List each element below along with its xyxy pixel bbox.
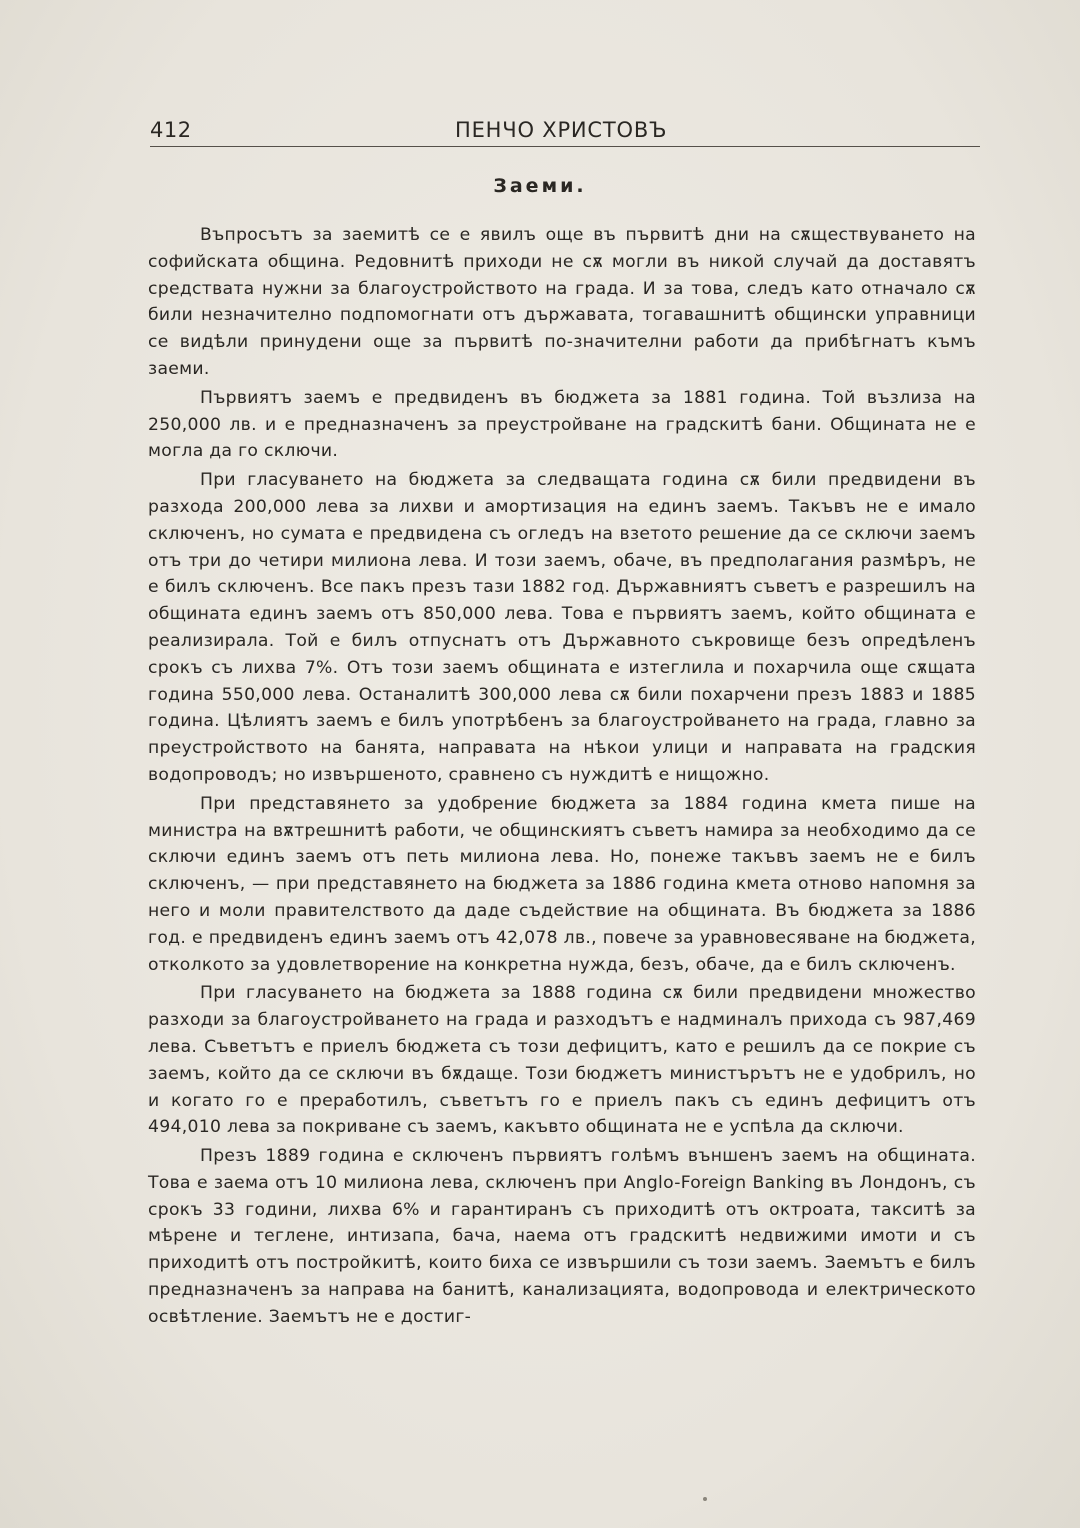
paragraph-6: Презъ 1889 година е сключенъ първиятъ голѣмъ външенъ заемъ на общината. Това е заема отъ 10 милиона лева, сключенъ при Anglo-Foreign Banking въ Лондонъ, съ срокъ 33 години, лихва 6% и гарантиранъ съ приходитѣ отъ октроата, такситѣ за мѣрене и теглене, интизапа, бача, наема отъ градскитѣ недвижими имоти и съ приходитѣ отъ постройкитѣ, които биха се извършили съ този заемъ. Заемътъ е билъ предназначенъ за направа на банитѣ, канализацията, водопровода и електрическото освѣтление. Заемътъ не е достиг- [148,1146,976,1327]
body-text [148,222,976,1331]
page-header [150,118,980,147]
running-head: ПЕНЧО ХРИСТОВЪ [455,118,668,142]
paragraph-4: При представянето за удобрение бюджета за 1884 година кмета пише на министра на вѫтрешнитѣ работи, че общинскиятъ съветъ намира за необходимо да се сключи единъ заемъ отъ петь милиона лева. Но, понеже такъвъ заемъ не е билъ сключенъ, — при представянето на бюджета за 1886 година кмета отново напомня за него и моли правителството да даде съдействие на общината. Въ бюджета за 1886 год. е предвиденъ единъ заемъ отъ 42,078 лв., повече за уравновесяване на бюджета, отколкото за удовлетворение на конкретна нужда, безъ, обаче, да е билъ сключенъ. [148,793,976,975]
paper-speck [703,1497,707,1501]
section-title: Заеми. [493,175,587,197]
paragraph-3: При гласуването на бюджета за следващата година сѫ били предвидени въ разхода 200,000 лева за лихви и амортизация на единъ заемъ. Такъвъ не е имало сключенъ, но сумата е предвидена съ огледъ на взетото решение да се сключи заемъ отъ три до четири милиона лева. И този заемъ, обаче, въ предполагания размѣръ, не е билъ сключенъ. Все пакъ презъ тази 1882 год. Държавниятъ съветъ е разрешилъ на общината единъ заемъ отъ 850,000 лева. Това е първиятъ заемъ, който общината е реализирала. Той е билъ отпуснатъ отъ Държавното съкровище безъ опредѣленъ срокъ съ лихва 7%. Отъ този заемъ общината е изтеглила и похарчила още сѫщата година 550,000 лева. Останалитѣ 300,000 лева сѫ били похарчени презъ 1883 и 1885 година. Цѣлиятъ заемъ е билъ употрѣбенъ за благоустройването на града, главно за преустройството на банята, направата на нѣкои улици и направата на градския водопроводъ; но извършеното, сравнено съ нуждитѣ е нищожно. [148,470,976,785]
page-number: 412 [150,118,192,142]
paragraph-5: При гласуването на бюджета за 1888 година сѫ били предвидени множество разходи за благоустройването на града и разходътъ е надминалъ прихода съ 987,469 лева. Съветътъ е приелъ бюджета съ този дефицитъ, като е решилъ да се покрие съ заемъ, който да се сключи въ бѫдаще. Този бюджетъ министърътъ не е удобрилъ, но и когато го е преработилъ, съветътъ го е приелъ пакъ съ единъ дефицитъ отъ 494,010 лева за покриване съ заемъ, какъвто общината не е успѣла да сключи. [148,983,976,1138]
paragraph-2: Първиятъ заемъ е предвиденъ въ бюджета за 1881 година. Той възлиза на 250,000 лв. и е предназначенъ за преустройване на градскитѣ бани. Общината не е могла да го сключи. [148,387,976,462]
paragraph-1: Въпросътъ за заемитѣ се е явилъ още въ първитѣ дни на сѫществуването на софийската община. Редовнитѣ приходи не сѫ могли въ никой случай да доставятъ средствата нужни за благоустройството на града. И за това, следъ като отначало сѫ били незначително подпомогнати отъ държавата, тогавашнитѣ общински управници се видѣли принудени още за първитѣ по-значителни работи да прибѣгнатъ къмъ заеми. [148,225,976,379]
